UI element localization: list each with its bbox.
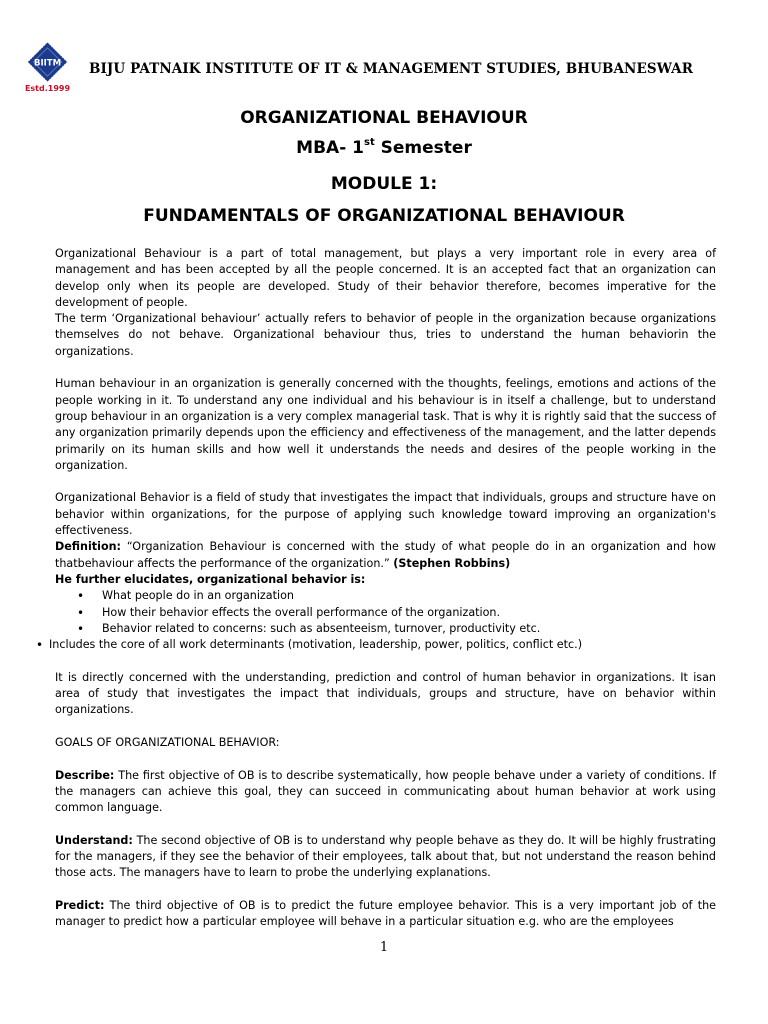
elucidates-heading: He further elucidates, organizational behavior is: bbox=[55, 572, 366, 586]
understand-text: The second objective of OB is to understand why people behave as they do. It will be highly frustrating for the managers, if they see the behavior of their employees, talk about that, but not understand the reason behind those acts. The managers have to learn to probe the underlying explanations. bbox=[55, 833, 716, 880]
page-number: 1 bbox=[379, 940, 389, 955]
list-item: • What people do in an organization bbox=[55, 588, 716, 604]
paragraph-intro: Organizational Behaviour is a part of total management, but plays a very important role in every area of management and has been accepted by all the people concerned. It is an accepted fact that an organization can develop only when its people are developed. Study of their behavior therefore, becomes imperative for the development of people. bbox=[55, 247, 716, 309]
paragraph-predict bbox=[55, 898, 716, 931]
title-subject: ORGANIZATIONAL BEHAVIOUR bbox=[240, 108, 528, 128]
semester-suffix: Semester bbox=[374, 138, 472, 158]
paragraph-direct-concern: It is directly concerned with the understanding, prediction and control of human behavior in organizations. It isan area of study that investigates the impact that individuals, groups and structure, have on behavior within organizations. bbox=[55, 670, 716, 717]
predict-label: Predict: bbox=[55, 898, 105, 912]
list-item: • Behavior related to concerns: such as absenteeism, turnover, productivity etc. bbox=[55, 621, 716, 637]
logo-estd: Estd.1999 bbox=[24, 84, 71, 93]
paragraph-definition bbox=[55, 539, 716, 572]
predict-text: The third objective of OB is to predict the future employee behavior. This is a very important job of the manager to predict how a particular employee will behave in a particular situation e.g. who are the employees bbox=[55, 898, 716, 929]
paragraph-understand bbox=[55, 833, 716, 882]
paragraph-field-of-study: Organizational Behavior is a field of study that investigates the impact that individuals, groups and structure have on behavior within organizations, for the purpose of applying such knowledge toward improving an organization's effectiveness. bbox=[55, 491, 716, 538]
biitm-logo bbox=[21, 40, 74, 94]
paragraph-human-behaviour: Human behaviour in an organization is generally concerned with the thoughts, feelings, emotions and actions of the people working in it. To understand any one individual and his behaviour is in itself a challenge, but to understand group behaviour in an organization is a very complex managerial task. That is why it is rightly said that the success of any organization primarily depends upon the efficiency and effectiveness of the management, and the latter depends primarily on its human skills and how well it understands the needs and desires of the people working in the organization. bbox=[55, 377, 716, 472]
ob-bullet-list bbox=[49, 588, 716, 653]
body-text bbox=[49, 246, 716, 930]
describe-label: Describe: bbox=[55, 768, 115, 782]
semester-prefix: MBA- 1 bbox=[296, 138, 364, 158]
logo-text: BIITM bbox=[33, 58, 62, 69]
describe-text: The first objective of OB is to describe systematically, how people behave under a variety of conditions. If the managers can achieve this goal, they can succeed in communicating about human behavior at work using common language. bbox=[55, 768, 716, 815]
title-module: MODULE 1: bbox=[330, 174, 438, 194]
goals-heading: GOALS OF ORGANIZATIONAL BEHAVIOR: bbox=[55, 735, 280, 749]
list-item: • Includes the core of all work determinants (motivation, leadership, power, politics, conflict etc.) bbox=[41, 637, 716, 653]
list-item: • How their behavior effects the overall performance of the organization. bbox=[55, 605, 716, 621]
definition-text: “Organization Behaviour is concerned with the study of what people do in an organization and how thatbehaviour affects the performance of the organization.” bbox=[55, 540, 716, 570]
paragraph-term: The term ‘Organizational behaviour’ actually refers to behavior of people in the organization because organizations themselves do not behave. Organizational behaviour thus, tries to understand the human behaviorin the organizations. bbox=[55, 312, 716, 358]
paragraph-describe bbox=[55, 768, 716, 817]
institute-name: BIJU PATNAIK INSTITUTE OF IT & MANAGEMENT STUDIES, BHUBANESWAR bbox=[89, 61, 694, 77]
definition-source: (Stephen Robbins) bbox=[393, 556, 511, 570]
title-topic: FUNDAMENTALS OF ORGANIZATIONAL BEHAVIOUR bbox=[143, 206, 625, 226]
semester-ordinal: st bbox=[364, 137, 375, 149]
title-semester bbox=[0, 138, 768, 158]
definition-label: Definition: bbox=[55, 540, 121, 554]
understand-label: Understand: bbox=[55, 833, 133, 847]
